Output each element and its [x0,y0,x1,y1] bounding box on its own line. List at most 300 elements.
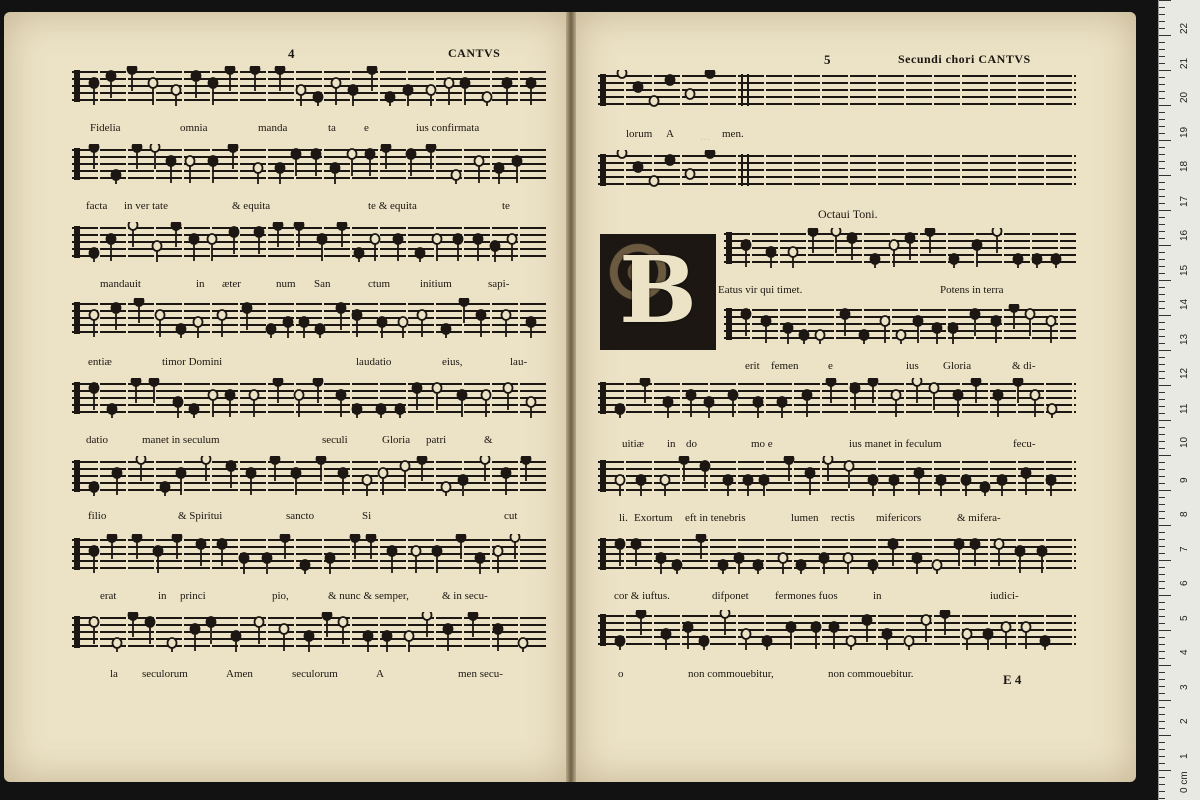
ruler-tick [1159,280,1171,281]
ruler-tick [1159,7,1165,8]
lyric-syllable: difponet [712,590,749,602]
ruler-tick [1159,630,1171,631]
clef-mark [600,614,606,646]
note [933,560,942,574]
note [300,317,309,338]
lyric-syllable: in [158,590,167,602]
note [1047,475,1056,496]
lyric-syllable: seculorum [142,668,188,680]
lyric-syllable: Si [362,510,372,522]
ruler-tick [1159,14,1165,15]
ruler-label: 13 [1179,333,1190,345]
lyric-syllable: Eatus vir qui timet. [718,284,803,296]
lyric-syllable: non commouebitur. [828,668,914,680]
ruler-label: 12 [1179,367,1190,379]
ruler-label: 11 [1179,403,1190,414]
ruler-tick [1159,224,1165,225]
note [937,475,946,496]
ruler-tick [1159,420,1171,421]
lyric-syllable: cor & iuftus. [614,590,670,602]
clef-mark [726,232,732,264]
left-staff-3 [72,222,548,264]
lyric-syllable: do [686,438,697,450]
clef-mark [74,302,80,334]
lyric-syllable: lumen [791,512,819,524]
ruler-tick [1159,63,1165,64]
clef-mark [74,70,80,102]
ruler-tick [1159,77,1165,78]
right-staff-7 [598,534,1076,576]
signature-mark: E 4 [1003,672,1022,687]
note [618,70,627,78]
note [913,553,922,574]
left-staff-8 [72,612,548,654]
note [800,330,809,344]
note [784,323,793,344]
note [724,475,733,496]
lyric-syllable: men. [722,128,744,140]
lyric-syllable: ius [906,360,919,372]
ruler-tick [1159,448,1165,449]
note [326,553,335,574]
ruler-tick [1159,686,1165,687]
note [1048,404,1057,418]
lyric-syllable: pio, [272,590,289,602]
note [744,475,753,496]
ruler-label: 0 cm [1179,771,1190,793]
note [1033,254,1042,268]
ruler-tick [1159,672,1165,673]
ruler-label: 5 [1179,614,1190,621]
ruler-tick [1159,329,1165,330]
note [735,553,744,574]
ruler-tick [1159,532,1165,533]
ruler-tick [1159,595,1171,596]
lyric-syllable: e [828,360,833,372]
mode-title: Octaui Toni. [818,207,878,221]
note [383,631,392,652]
note [897,330,906,344]
lyric-syllable: in [196,278,205,290]
ruler-tick [1159,189,1165,190]
lyric-syllable: iudici- [990,590,1019,602]
lyric-syllable: eius, [442,356,463,368]
note [890,475,899,496]
ruler-tick [1159,742,1165,743]
ruler-tick [1159,651,1165,652]
note [789,247,798,268]
ruler-tick [1159,434,1165,435]
left-running-head: CANTVS [448,46,501,60]
ruler-tick [1159,413,1165,414]
ruler-tick [1159,91,1165,92]
note [404,85,413,106]
note [113,638,122,652]
ruler-tick [1159,560,1171,561]
ruler-tick [1159,777,1165,778]
note [700,636,709,650]
clef-mark [74,382,80,414]
ruler-tick [1159,238,1165,239]
ruler-tick [1159,602,1165,603]
lyric-syllable: lorum [626,128,653,140]
note [657,553,666,574]
ruler-label: 22 [1179,22,1190,34]
ruler-tick [1159,770,1171,771]
ruler-tick [1159,455,1171,456]
note [190,404,199,418]
clef-mark [600,460,606,492]
note [797,560,806,574]
note [778,397,787,418]
ruler-label: 7 [1179,545,1190,552]
ruler-tick [1159,637,1165,638]
note [276,163,285,184]
note [844,553,853,574]
note [331,163,340,184]
note [662,629,671,650]
lyric-syllable: Potens in terra [940,284,1004,296]
note [637,475,646,496]
ruler-tick [1159,133,1165,134]
ruler-label: 2 [1179,718,1190,724]
note [459,475,468,496]
lyric-syllable: fecu- [1013,438,1036,450]
ruler-label: 19 [1179,126,1190,138]
note [263,553,272,574]
ruler-tick [1159,49,1165,50]
left-staff-7 [72,534,548,576]
lyric-syllable: lau- [510,356,528,368]
lyric-syllable: manet in seculum [142,434,220,446]
note [363,475,372,496]
ruler-tick [1159,588,1165,589]
ruler-tick [1159,518,1165,519]
note [871,254,880,268]
lyric-syllable: facta [86,200,108,212]
ruler-label: 3 [1179,683,1190,690]
lyric-syllable: ius confirmata [416,122,480,134]
note [860,330,869,344]
ruler-tick [1159,266,1165,267]
ruler-tick [1159,217,1165,218]
ruler-tick [1159,315,1171,316]
lyric-syllable: omnia [180,122,208,134]
ruler-tick [1159,581,1165,582]
lyric-syllable: laudatio [356,356,392,368]
ruler-tick [1159,497,1165,498]
left-staff-1 [72,66,548,108]
note [742,629,751,650]
ruler-tick [1159,441,1165,442]
ruler-tick [1159,511,1165,512]
initial-letter: B [619,236,697,344]
lyric-syllable: sancto [286,510,315,522]
right-running-head: Secundi chori CANTVS [898,52,1031,66]
right-staff-2 [598,150,1076,192]
note [177,324,186,338]
note [519,638,528,652]
lyric-syllable: & mifera- [957,512,1001,524]
left-staff-2 [72,144,548,186]
ruler-label: 4 [1179,649,1190,655]
note [650,96,659,106]
ruler-tick [1159,378,1165,379]
ruler-tick [1159,392,1165,393]
note [416,248,425,262]
ruler-label: 9 [1179,476,1190,483]
note [705,397,714,418]
lyric-syllable: la [110,668,118,680]
lyric-syllable: ctum [368,278,390,290]
lyric-syllable: sapi- [488,278,510,290]
ruler-tick [1159,336,1165,337]
note [616,636,625,650]
ruler-tick [1159,504,1165,505]
ruler-tick [1159,539,1165,540]
ruler-label: 16 [1179,229,1190,241]
note [483,92,492,106]
ruler-tick [1159,42,1165,43]
ruler-tick [1159,231,1165,232]
note [386,92,395,106]
ruler-tick [1159,525,1171,526]
left-page-number: 4 [288,46,295,61]
note [763,636,772,650]
note [364,631,373,652]
note [301,560,310,574]
ruler-tick [1159,749,1165,750]
note [869,560,878,574]
note [847,636,856,650]
ruler-tick [1159,308,1165,309]
note [754,560,763,574]
lyric-syllable: li. [619,512,628,524]
ruler-tick [1159,546,1165,547]
ruler-tick [1159,357,1165,358]
ruler-tick [1159,154,1165,155]
lyric-syllable: Gloria [943,360,972,372]
lyric-syllable: fermones fuos [775,590,838,602]
lyric-syllable: te [502,200,510,212]
lyric-syllable: eft in tenebris [685,512,746,524]
note [316,324,325,338]
note [232,631,241,652]
right-staff-6 [598,456,1076,498]
note [981,482,990,496]
ruler-tick [1159,364,1165,365]
ruler-tick [1159,728,1165,729]
ruler-tick [1159,126,1165,127]
lyric-syllable: te & equita [368,200,417,212]
lyric-syllable: femen [771,360,799,372]
clef-mark [600,154,606,186]
note [779,553,788,574]
ruler-tick [1159,798,1165,799]
lyric-syllable: entiæ [88,356,112,368]
ruler-tick [1159,700,1171,701]
ruler-tick [1159,385,1171,386]
ruler-tick [1159,791,1165,792]
note [452,170,461,184]
lyric-syllable: manda [258,122,288,134]
ruler-tick [1159,182,1165,183]
ruler-tick [1159,35,1171,36]
ruler-label: 20 [1179,91,1190,103]
note [254,163,263,184]
lyric-syllable: & in secu- [442,590,488,602]
book-gutter [566,12,576,782]
clef-mark [74,148,80,180]
note [172,85,181,106]
lyric-syllable: Exortum [634,512,673,524]
lyric-syllable: filio [88,510,107,522]
clef-mark [74,460,80,492]
clef-mark [74,226,80,258]
ruler-label: 15 [1179,264,1190,276]
note [108,404,117,418]
ruler-tick [1159,273,1165,274]
ruler-tick [1159,721,1165,722]
ruler-tick [1159,756,1165,757]
lyric-syllable: timor Domini [162,356,223,368]
clef-mark [74,538,80,570]
left-staff-4 [72,298,548,340]
note [174,397,183,418]
ruler-tick [1159,462,1165,463]
note [305,631,314,652]
lyric-syllable: & nunc & semper, [328,590,409,602]
note [616,475,625,496]
lyric-syllable: o [618,668,624,680]
ruler-tick [1159,616,1165,617]
lyric-syllable: cut [504,510,518,522]
note [168,638,177,652]
ruler-tick [1159,490,1171,491]
lyric-syllable: & equita [232,200,271,212]
note [442,482,451,496]
note [378,317,387,338]
note [950,254,959,268]
ruler-tick [1159,294,1165,295]
right-staff-5 [598,378,1076,420]
lyric-syllable: Gloria [382,434,411,446]
lyric-syllable: & di- [1012,360,1036,372]
note [240,553,249,574]
left-staff-5 [72,378,548,420]
ruler-label: 1 [1179,752,1190,759]
lyric-syllable: seculi [322,434,348,446]
ruler-label: 10 [1179,436,1190,448]
lyric-syllable: Fidelia [90,122,121,134]
right-staff-4 [724,304,1076,346]
note [760,475,769,496]
ruler-tick [1159,245,1171,246]
lyric-syllable: Amen [226,668,253,680]
note [816,330,825,344]
note [112,170,121,184]
note [427,85,436,106]
note [616,404,625,418]
note [650,176,659,186]
ruler-tick [1159,399,1165,400]
note [90,482,99,496]
lyric-syllable: non commouebitur, [688,668,774,680]
lyric-syllable: patri [426,434,447,446]
ruler-tick [1159,623,1165,624]
ruler-tick [1159,644,1165,645]
note [267,324,276,338]
note [442,324,451,338]
ruler-tick [1159,553,1165,554]
note [634,162,643,172]
left-staff-6 [72,456,548,498]
ruler-tick [1159,0,1171,1]
note [686,89,695,99]
lyric-syllable: & [484,434,493,446]
note [618,150,627,158]
ruler-tick [1159,140,1171,141]
ruler-label: 17 [1179,195,1190,207]
note [396,404,405,418]
note [666,155,675,165]
ruler-tick [1159,196,1165,197]
lyric-syllable: erit [745,360,760,372]
ruler-tick [1159,259,1165,260]
note [349,85,358,106]
lyric-syllable: in [667,438,676,450]
clef-mark [600,538,606,570]
bleed-through-text: … [700,132,710,143]
ruler-tick [1159,252,1165,253]
lyric-syllable: princi [180,590,206,602]
note [869,475,878,496]
note [377,404,386,418]
note [90,248,99,262]
note [297,85,306,106]
ruler-label: 18 [1179,160,1190,172]
note [661,475,670,496]
lyric-syllable: seculorum [292,668,338,680]
note [664,397,673,418]
ruler-tick [1159,84,1165,85]
ruler-tick [1159,56,1165,57]
right-staff-8 [598,610,1076,652]
lyric-syllable: initium [420,278,452,290]
ruler-tick [1159,21,1165,22]
right-staff-3 [724,228,1076,270]
ruler-tick [1159,567,1165,568]
note [883,629,892,650]
note [1041,636,1050,650]
lyric-syllable: A [376,668,384,680]
lyric-syllable: rectis [831,512,855,524]
note [666,75,675,85]
clef-mark [600,74,606,106]
lyric-syllable: in [873,590,882,602]
ruler-tick [1159,469,1165,470]
lyric-syllable: mifericors [876,512,922,524]
note [476,553,485,574]
note [355,248,364,262]
ruler-tick [1159,707,1165,708]
note [719,560,728,574]
ruler-tick [1159,735,1171,736]
ruler-tick [1159,322,1165,323]
decorated-initial [600,234,716,350]
lyric-syllable: num [276,278,296,290]
clef-mark [74,616,80,648]
